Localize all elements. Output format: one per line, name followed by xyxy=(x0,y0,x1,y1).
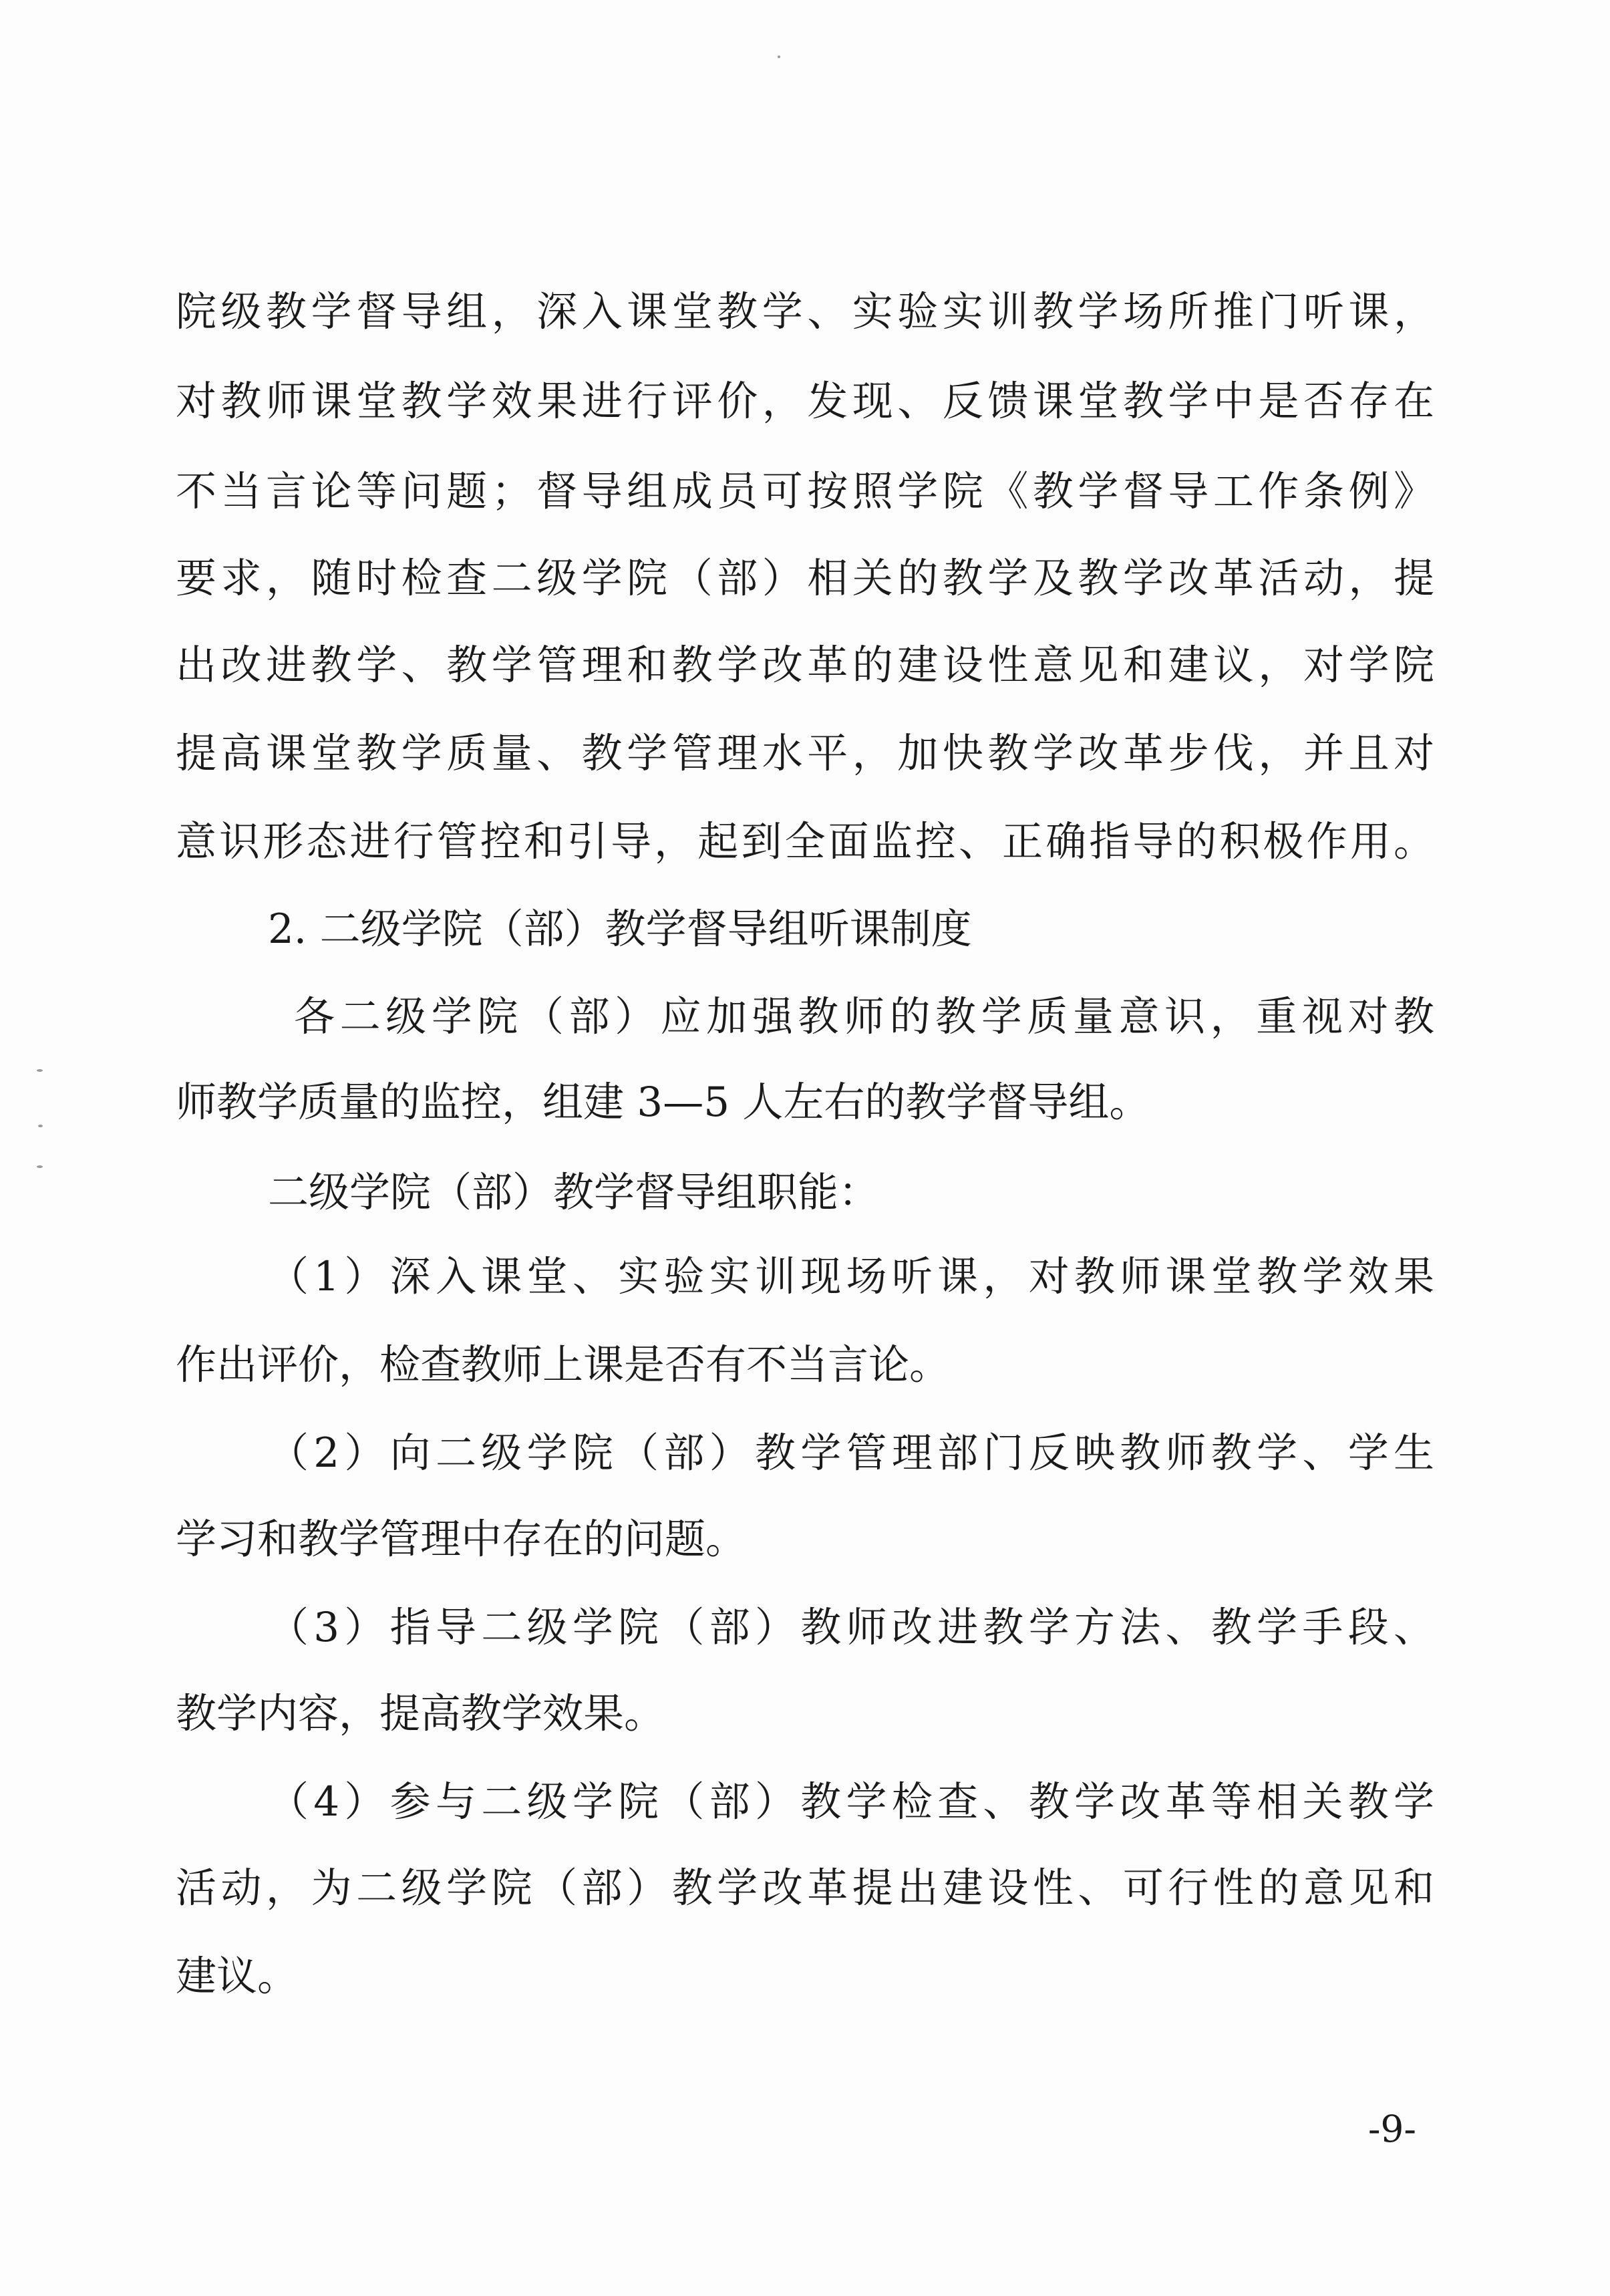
list-item-line: 作出评价，检查教师上课是否有不当言论。 xyxy=(176,1343,951,1387)
scan-speck xyxy=(37,1069,43,1072)
paragraph-line: 出改进教学、教学管理和教学改革的建设性意见和建议，对学院 xyxy=(176,643,1434,688)
paragraph-line: 院级教学督导组，深入课堂教学、实验实训教学场所推门听课， xyxy=(176,290,1434,334)
paragraph-line: 对教师课堂教学效果进行评价，发现、反馈课堂教学中是否存在 xyxy=(176,380,1434,424)
list-item-line: （4）参与二级学院（部）教学检查、教学改革等相关教学 xyxy=(268,1780,1434,1824)
list-item-line: （2）向二级学院（部）教学管理部门反映教师教学、学生 xyxy=(268,1431,1434,1475)
paragraph-line: 不当言论等问题；督导组成员可按照学院《教学督导工作条例》 xyxy=(176,470,1434,514)
list-item-line: （3）指导二级学院（部）教师改进教学方法、教学手段、 xyxy=(268,1606,1434,1650)
list-item-line: 教学内容，提高教学效果。 xyxy=(176,1692,665,1736)
paragraph-line: 提高课堂教学质量、教学管理水平，加快教学改革步伐，并且对 xyxy=(176,732,1434,776)
paragraph-line: 要求，随时检查二级学院（部）相关的教学及教学改革活动，提 xyxy=(176,557,1434,601)
scan-speck xyxy=(37,1165,43,1168)
list-item-line: 建议。 xyxy=(176,1955,299,1999)
scan-speck xyxy=(778,55,780,58)
page-number: -9- xyxy=(1367,2108,1416,2150)
list-item-line: 活动，为二级学院（部）教学改革提出建设性、可行性的意见和 xyxy=(176,1866,1434,1910)
section-heading: 2. 二级学院（部）教学督导组听课制度 xyxy=(268,907,972,952)
subheading: 二级学院（部）教学督导组职能： xyxy=(268,1171,880,1215)
paragraph-line: 各二级学院（部）应加强教师的教学质量意识，重视对教 xyxy=(294,995,1434,1039)
scan-speck xyxy=(38,1125,43,1127)
list-item-line: 学习和教学管理中存在的问题。 xyxy=(176,1518,747,1562)
paragraph-line: 师教学质量的监控，组建 3—5 人左右的教学督导组。 xyxy=(176,1081,1150,1125)
list-item-line: （1）深入课堂、实验实训现场听课，对教师课堂教学效果 xyxy=(268,1255,1434,1299)
paragraph-line: 意识形态进行管控和引导，起到全面监控、正确指导的积极作用。 xyxy=(176,820,1434,864)
